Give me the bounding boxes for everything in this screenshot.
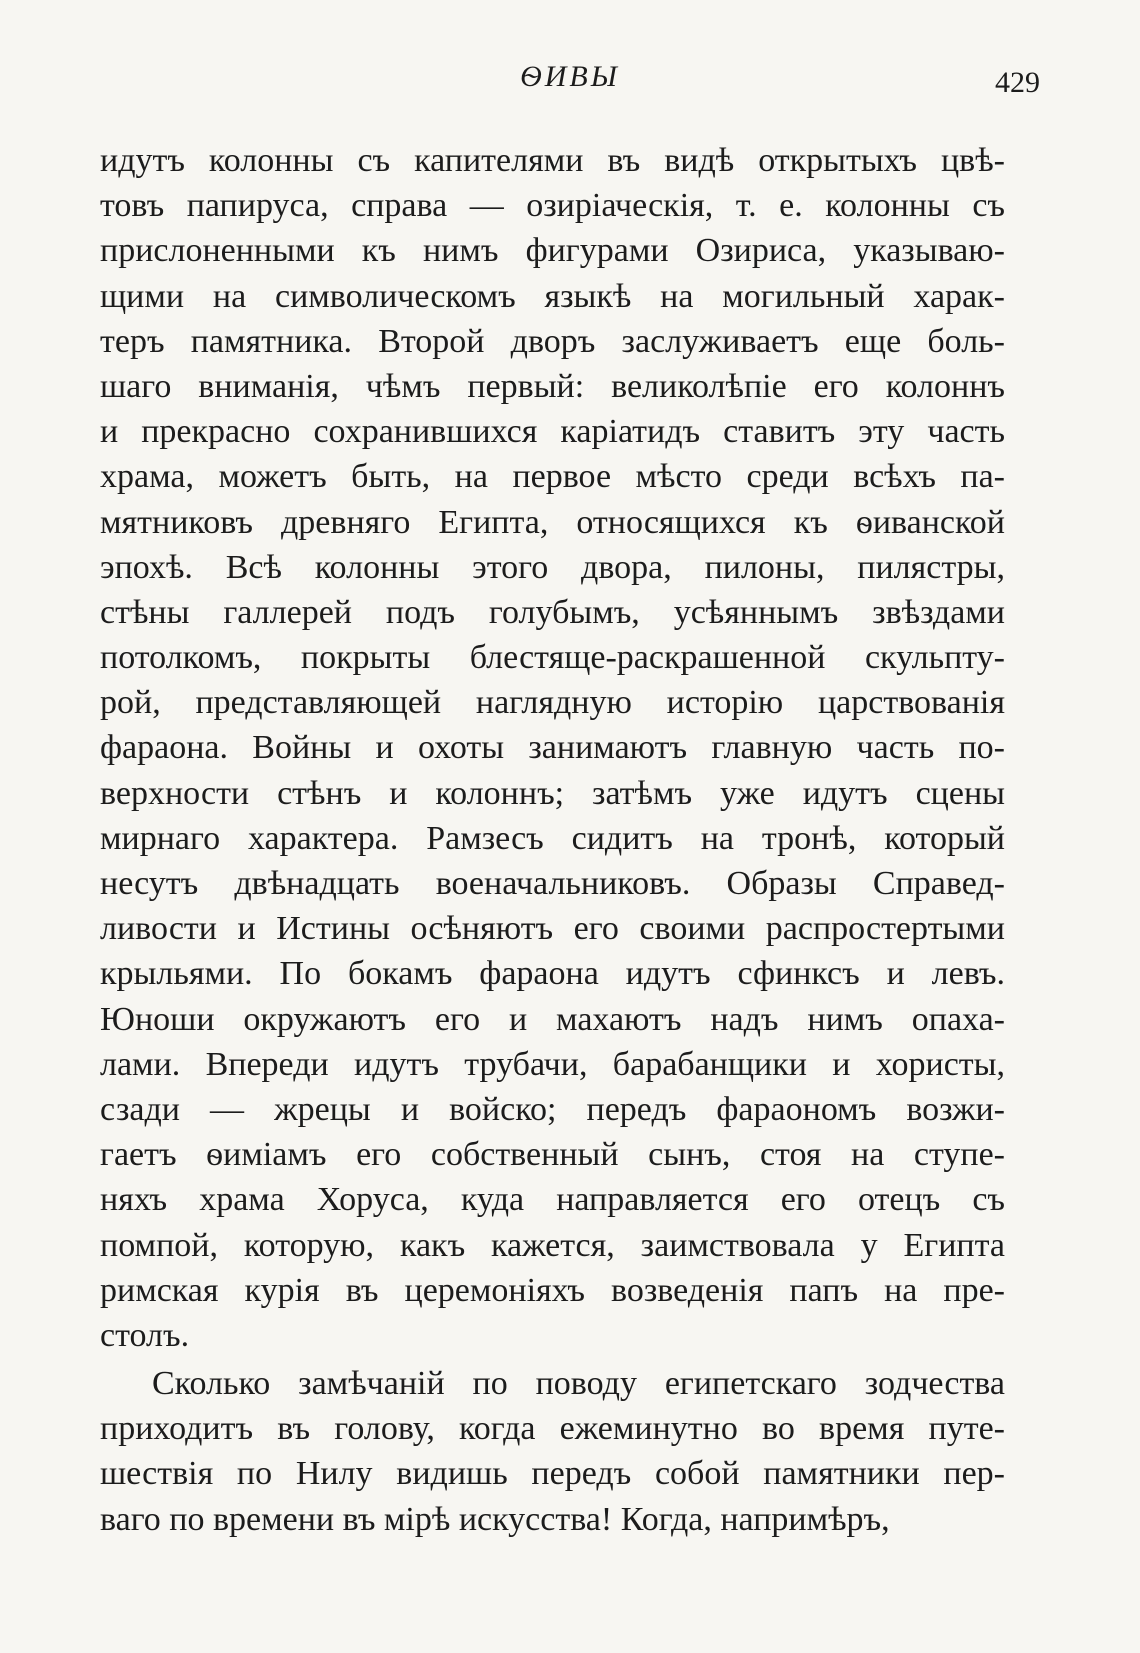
text-line: ливости и Истины осѣняютъ его своими распростертыми: [100, 910, 1005, 948]
text-line: теръ памятника. Второй дворъ заслуживаетъ еще боль-: [100, 322, 1005, 360]
text-line: помпой, которую, какъ кажется, заимствовала у Египта: [100, 1226, 1005, 1264]
body-text: [100, 138, 1005, 1542]
text-line: мирнаго характера. Рамзесъ сидитъ на тронѣ, который: [100, 819, 1005, 857]
paragraph: [100, 138, 1005, 1358]
text-line: и прекрасно сохранившихся каріатидъ ставитъ эту часть: [100, 413, 1005, 451]
text-line: римская курія въ церемоніяхъ возведенія папъ на пре-: [100, 1271, 1005, 1309]
text-line: рой, представляющей наглядную исторію царствованія: [100, 684, 1005, 722]
text-line: лами. Впереди идутъ трубачи, барабанщики и хористы,: [100, 1045, 1005, 1083]
text-line: крыльями. По бокамъ фараона идутъ сфинксъ и левъ.: [100, 955, 1005, 993]
text-line: Сколько замѣчаній по поводу египетскаго зодчества: [152, 1365, 1005, 1403]
page-number: 429: [995, 66, 1040, 99]
text-line: стѣны галлерей подъ голубымъ, усѣяннымъ звѣздами: [100, 593, 1005, 631]
text-line: сзади — жрецы и войско; передъ фараономъ возжи-: [100, 1090, 1005, 1128]
text-line: щими на символическомъ языкѣ на могильный харак-: [100, 277, 1005, 315]
text-line: мятниковъ древняго Египта, относящихся къ ѳиванской: [100, 503, 1005, 541]
text-line: приходитъ въ голову, когда ежеминутно во время путе-: [100, 1410, 1005, 1448]
text-line: прислоненными къ нимъ фигурами Озириса, указываю-: [100, 232, 1005, 270]
text-line: эпохѣ. Всѣ колонны этого двора, пилоны, пилястры,: [100, 548, 1005, 586]
text-line: несутъ двѣнадцать военачальниковъ. Образы Справед-: [100, 865, 1005, 902]
text-line: верхности стѣнъ и колоннъ; затѣмъ уже идутъ сцены: [100, 774, 1005, 812]
text-line: столъ.: [100, 1316, 190, 1354]
paragraph: [100, 1361, 1005, 1542]
running-title: ѲИВЫ: [520, 60, 620, 93]
text-line: товъ папируса, справа — озиріаческія, т. е. колонны съ: [100, 187, 1005, 225]
text-line: шествія по Нилу видишь передъ собой памятники пер-: [100, 1455, 1005, 1493]
text-line: идутъ колонны съ капителями въ видѣ открытыхъ цвѣ-: [100, 142, 1005, 179]
text-line: шаго вниманія, чѣмъ первый: великолѣпіе его колоннъ: [100, 367, 1005, 405]
text-line: потолкомъ, покрыты блестяще-раскрашенной скульпту-: [100, 639, 1005, 677]
running-head: [0, 52, 1140, 112]
text-line: фараона. Войны и охоты занимаютъ главную часть по-: [100, 729, 1005, 767]
text-line: ваго по времени въ мірѣ искусства! Когда, напримѣръ,: [100, 1500, 890, 1538]
text-line: гаетъ ѳиміамъ его собственный сынъ, стоя на ступе-: [100, 1136, 1005, 1174]
text-line: храма, можетъ быть, на первое мѣсто среди всѣхъ па-: [100, 458, 1005, 496]
text-line: няхъ храма Хоруса, куда направляется его отецъ съ: [100, 1181, 1005, 1219]
text-line: Юноши окружаютъ его и махаютъ надъ нимъ опаха-: [100, 1000, 1005, 1038]
